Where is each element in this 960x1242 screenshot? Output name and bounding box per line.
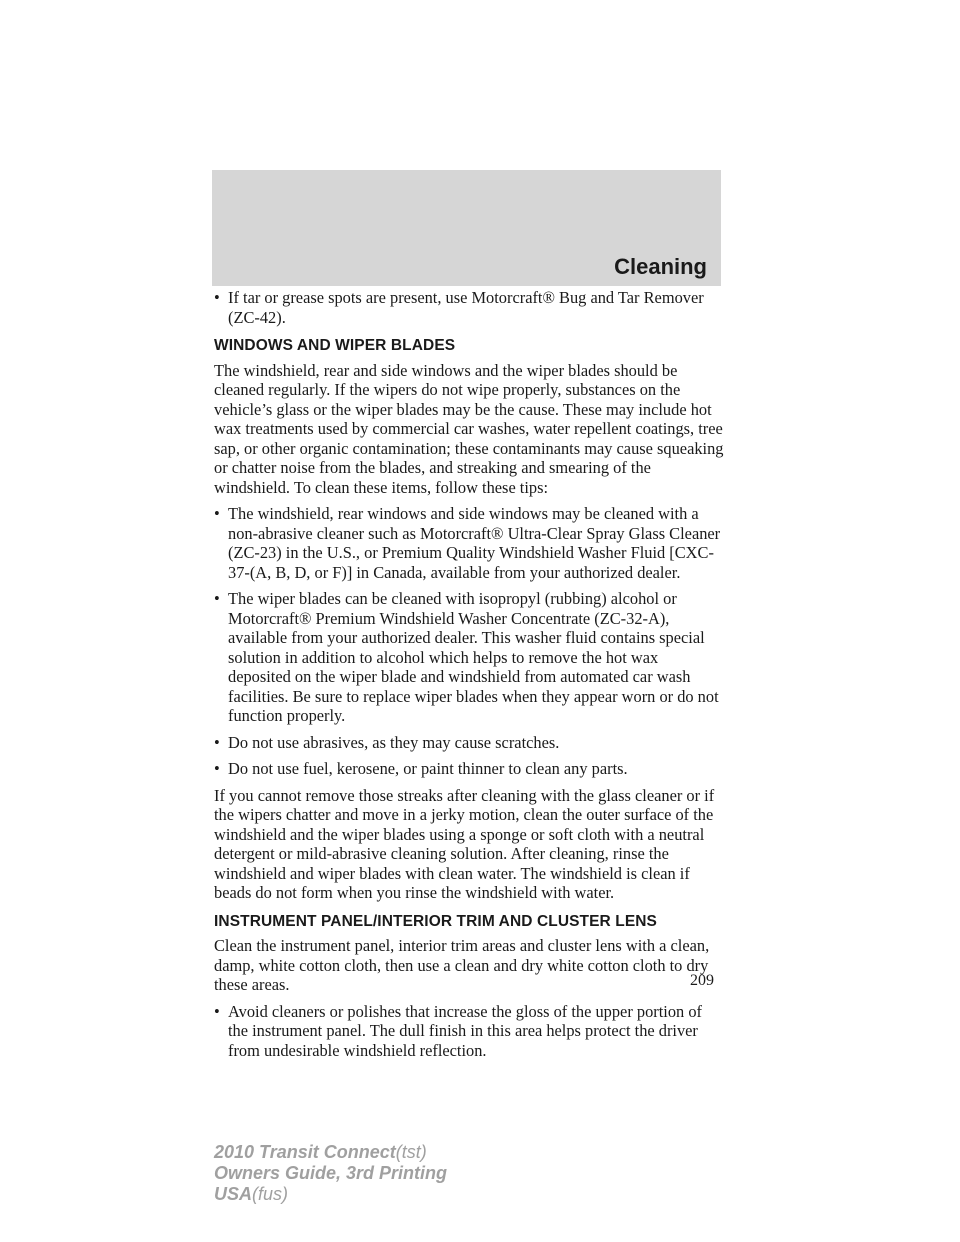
footer-print-info [214,1142,447,1205]
footer-line-3 [214,1184,447,1205]
page-content [214,288,724,1067]
bullet-icon: • [214,732,220,752]
paragraph: If you cannot remove those streaks after cleaning with the glass cleaner or if the wipers chatter and move in a jerky motion, clean the outer surface of the windshield and the wiper blades using a sponge or soft cloth with a neutral detergent or mild-abrasive cleaning solution. After cleaning, rinse the windshield and wiper blades with clean water. The windshield is clean if beads do not form when you rinse the windshield with water. [214,785,715,902]
footer-market: USA [214,1184,253,1204]
list-item [214,288,724,327]
bullet-icon: • [214,1001,220,1021]
paragraph: The windshield, rear and side windows and the wiper blades should be cleaned regularly. If the wipers do not wipe properly, substances on the vehicle’s glass or the wiper blades may be the cause. These may include hot wax treatments used by commercial car washes, water repellent coatings, tree sap, or other organic contamination; these contaminants may cause squeaking or chatter noise from the blades, and streaking and smearing of the windshield. To clean these items, follow these tips: [214,360,724,497]
footer-model: 2010 Transit Connect [214,1142,396,1162]
list-item [214,504,724,582]
page-number: 209 [690,972,714,989]
paragraph: Clean the instrument panel, interior trim areas and cluster lens with a clean, damp, white cotton cloth, then use a clean and dry white cotton cloth to dry these areas. [214,936,710,994]
list-item [214,589,724,726]
bullet-text: The windshield, rear windows and side windows may be cleaned with a non-abrasive cleaner such as Motorcraft® Ultra-Clear Spray Glass Cleaner (ZC-23) in the U.S., or Premium Quality Windshield Washer Fluid [CXC-37-(A, B, D, or F)] in Canada, available from your authorized dealer. [228,504,721,582]
section-header-box [212,170,721,286]
list-item [214,759,724,779]
bullet-icon: • [214,759,220,778]
bullet-text: Do not use fuel, kerosene, or paint thinner to clean any parts. [228,759,628,778]
section-heading-windows: WINDOWS AND WIPER BLADES [214,337,456,354]
footer-model-code: (tst) [395,1142,427,1162]
footer-line-2: Owners Guide, 3rd Printing [214,1163,448,1183]
bullet-text: If tar or grease spots are present, use Motorcraft® Bug and Tar Remover (ZC-42). [228,288,704,327]
bullet-text: Do not use abrasives, as they may cause scratches. [228,732,560,752]
list-item [214,733,724,753]
section-title: Cleaning [614,254,707,279]
footer-market-code: (fus) [252,1184,289,1204]
bullet-icon: • [214,288,220,307]
bullet-icon: • [214,504,220,523]
bullet-text: The wiper blades can be cleaned with isopropyl (rubbing) alcohol or Motorcraft® Premium Windshield Washer Concentrate (ZC-32-A), available from your authorized dealer. This washer fluid contains special solution in addition to alcohol which helps to remove the hot wax deposited on the wiper blade and windshield from automated car wash facilities. Be sure to replace wiper blades when they appear worn or do not function properly. [228,589,719,725]
list-item [214,1002,724,1061]
section-heading-instrument-panel: INSTRUMENT PANEL/INTERIOR TRIM AND CLUSTER LENS [214,912,657,930]
footer-line-1 [214,1142,447,1163]
bullet-icon: • [214,589,220,608]
bullet-text: Avoid cleaners or polishes that increase the gloss of the upper portion of the instrument panel. The dull finish in this area helps protect the driver from undesirable windshield reflection. [228,1001,702,1060]
